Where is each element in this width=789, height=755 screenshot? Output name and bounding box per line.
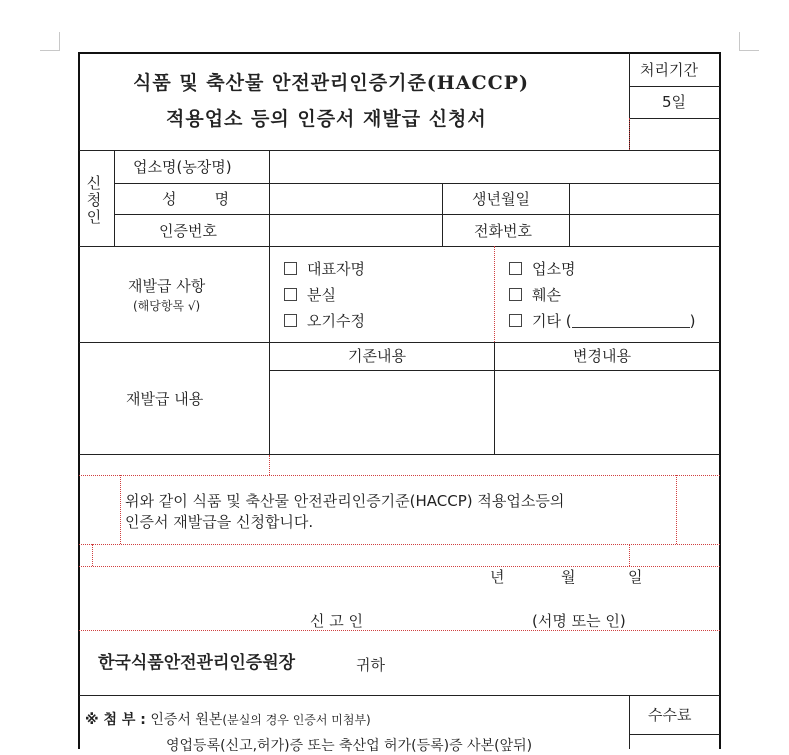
- birthdate-field[interactable]: [572, 186, 716, 212]
- checkbox-icon[interactable]: [284, 314, 297, 327]
- changed-content-header: 변경내용: [573, 347, 631, 365]
- checkbox-icon[interactable]: [284, 262, 297, 275]
- addressee-honorific: 귀하: [356, 656, 385, 674]
- checkbox-icon[interactable]: [509, 262, 522, 275]
- attachments-line2: 영업등록(신고,허가)증 또는 축산업 허가(등록)증 사본(앞뒤): [166, 738, 533, 754]
- reissue-content-label: 재발급 내용: [126, 390, 204, 408]
- phone-field[interactable]: [572, 217, 716, 243]
- name-field[interactable]: [272, 186, 438, 212]
- checkbox-icon[interactable]: [509, 314, 522, 327]
- existing-content-header: 기존내용: [348, 347, 406, 365]
- reissue-reason-label: 재발급 사항: [128, 277, 206, 295]
- form-title-line1: 식품 및 축산물 안전관리인증기준(HACCP): [133, 72, 530, 94]
- processing-period-value: 5일: [662, 93, 687, 111]
- declaration-line1: 위와 같이 식품 및 축산물 안전관리인증기준(HACCP) 적용업소등의: [125, 492, 565, 510]
- checkbox-icon[interactable]: [509, 288, 522, 301]
- birthdate-label: 생년월일: [472, 190, 530, 208]
- attachments-line1: ※ 첨 부 : 인증서 원본(분실의 경우 인증서 미첨부): [85, 712, 371, 728]
- name-label: 성 명: [162, 190, 230, 208]
- applicant-section-label: 신청인: [86, 174, 102, 226]
- form-title-line2: 적용업소 등의 인증서 재발급 신청서: [166, 108, 487, 130]
- option-business-name[interactable]: 업소명: [509, 260, 575, 278]
- checkbox-icon[interactable]: [284, 288, 297, 301]
- day-label: 일: [628, 568, 643, 586]
- option-other[interactable]: 기타 ( ): [509, 312, 695, 330]
- option-lost[interactable]: 분실: [284, 286, 336, 304]
- business-name-field[interactable]: [272, 153, 716, 181]
- existing-content-field[interactable]: [272, 373, 491, 451]
- year-label: 년: [490, 568, 505, 586]
- declaration-line2: 인증서 재발급을 신청합니다.: [125, 513, 314, 531]
- sign-label: (서명 또는 인): [532, 612, 626, 630]
- option-typo-correction[interactable]: 오기수정: [284, 312, 365, 330]
- business-name-label: 업소명(농장명): [133, 158, 232, 176]
- phone-label: 전화번호: [474, 222, 532, 240]
- cert-number-label: 인증번호: [159, 222, 217, 240]
- month-label: 월: [561, 568, 576, 586]
- fee-label: 수수료: [648, 706, 692, 724]
- other-blank-field[interactable]: [572, 313, 690, 328]
- crop-mark-top-left: [40, 32, 60, 51]
- processing-period-label: 처리기간: [640, 61, 698, 79]
- crop-mark-top-right: [739, 32, 759, 51]
- reporter-label: 신 고 인: [310, 612, 364, 630]
- changed-content-field[interactable]: [497, 373, 716, 451]
- addressee-name: 한국식품안전관리인증원장: [98, 653, 296, 673]
- cert-number-field[interactable]: [272, 217, 438, 243]
- option-damaged[interactable]: 훼손: [509, 286, 561, 304]
- reissue-reason-sublabel: (해당항목 √): [133, 299, 201, 313]
- option-representative-name[interactable]: 대표자명: [284, 260, 365, 278]
